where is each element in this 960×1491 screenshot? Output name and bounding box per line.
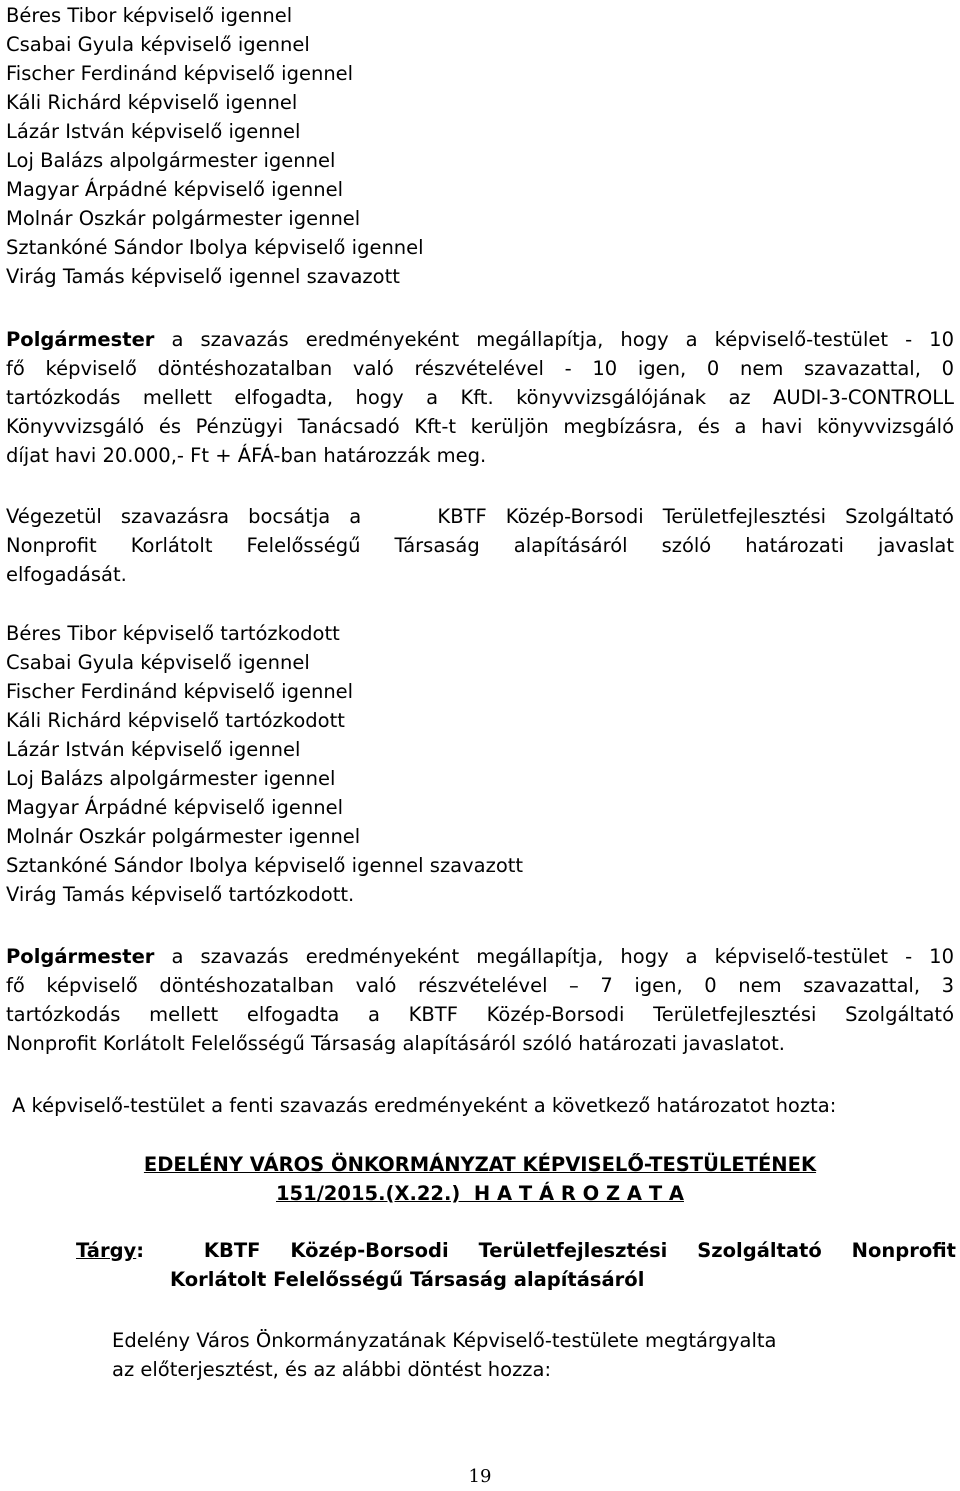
result-line: Könyvvizsgáló és Pénzügyi Tanácsadó Kft-t kerüljön megbízásra, és a havi könyvvizsgáló [6, 415, 954, 438]
decision-line: az előterjesztést, és az alábbi döntést hozza: [112, 1358, 552, 1381]
vote-entry: Lázár István képviselő igennel [6, 738, 301, 761]
vote-entry: Magyar Árpádné képviselő igennel [6, 178, 344, 201]
result-line: Polgármester a szavazás eredményeként megállapítja, hogy a képviselő-testület - 10 [6, 945, 954, 968]
vote-entry: Loj Balázs alpolgármester igennel [6, 767, 336, 790]
resolution-subject [76, 1236, 956, 1294]
result-line: fő képviselő döntéshozatalban való részvételével – 7 igen, 0 nem szavazattal, 3 [6, 974, 954, 997]
vote-entry: Béres Tibor képviselő igennel [6, 4, 293, 27]
resolution-title: EDELÉNY VÁROS ÖNKORMÁNYZAT KÉPVISELŐ-TESTÜLETÉNEK [143, 1153, 817, 1176]
vote-entry: Lázár István képviselő igennel [6, 120, 301, 143]
vote-result-paragraph-1 [6, 325, 954, 470]
vote-result-paragraph-2 [6, 942, 954, 1058]
vote-entry: Káli Richárd képviselő tartózkodott [6, 709, 345, 732]
intro-line: Végezetül szavazásra bocsátja a KBTF Közép-Borsodi Területfejlesztési Szolgáltató [6, 505, 954, 528]
vote-entry: Csabai Gyula képviselő igennel [6, 651, 310, 674]
page-number: 19 [468, 1466, 492, 1487]
mayor-label: Polgármester [6, 328, 155, 351]
vote-entry: Sztankóné Sándor Ibolya képviselő igennel [6, 236, 424, 259]
vote-entry: Béres Tibor képviselő tartózkodott [6, 622, 340, 645]
vote-entry: Sztankóné Sándor Ibolya képviselő igennel szavazott [6, 854, 524, 877]
result-line: díjat havi 20.000,- Ft + ÁFÁ-ban határozzák meg. [6, 444, 487, 467]
intro-line: elfogadását. [6, 563, 127, 586]
mayor-label: Polgármester [6, 945, 155, 968]
vote-entry: Virág Tamás képviselő igennel szavazott [6, 265, 400, 288]
vote-entry: Molnár Oszkár polgármester igennel [6, 825, 361, 848]
subject-line: Korlátolt Felelősségű Társaság alapításáról [170, 1268, 645, 1291]
decision-text [112, 1326, 872, 1384]
decision-line: Edelény Város Önkormányzatának Képviselő-testülete megtárgyalta [112, 1329, 777, 1352]
second-vote-intro [6, 502, 954, 589]
result-line: Nonprofit Korlátolt Felelősségű Társaság alapításáról szóló határozati javaslatot. [6, 1032, 785, 1055]
intro-line: Nonprofit Korlátolt Felelősségű Társaság alapításáról szóló határozati javaslat [6, 534, 954, 557]
vote-entry: Fischer Ferdinánd képviselő igennel [6, 680, 354, 703]
subject-label: Tárgy [76, 1239, 137, 1262]
vote-entry: Molnár Oszkár polgármester igennel [6, 207, 361, 230]
resolution-intro: A képviselő-testület a fenti szavazás eredményeként a következő határozatot hozta: [12, 1094, 837, 1117]
result-line: Polgármester a szavazás eredményeként megállapítja, hogy a képviselő-testület - 10 [6, 328, 954, 351]
resolution-number: 151/2015.(X.22.) H A T Á R O Z A T A [275, 1182, 684, 1205]
result-line: fő képviselő döntéshozatalban való részvételével - 10 igen, 0 nem szavazattal, 0 [6, 357, 954, 380]
vote-entry: Magyar Árpádné képviselő igennel [6, 796, 344, 819]
result-line: tartózkodás mellett elfogadta, hogy a Kft. könyvvizsgálójának az AUDI-3-CONTROLL [6, 386, 954, 409]
vote-entry: Csabai Gyula képviselő igennel [6, 33, 310, 56]
vote-entry: Loj Balázs alpolgármester igennel [6, 149, 336, 172]
subject-line: Tárgy: KBTF Közép-Borsodi Területfejlesztési Szolgáltató Nonprofit [76, 1239, 956, 1262]
vote-entry: Virág Tamás képviselő tartózkodott. [6, 883, 355, 906]
result-line: tartózkodás mellett elfogadta a KBTF Közép-Borsodi Területfejlesztési Szolgáltató [6, 1003, 954, 1026]
vote-entry: Fischer Ferdinánd képviselő igennel [6, 62, 354, 85]
vote-entry: Káli Richárd képviselő igennel [6, 91, 298, 114]
